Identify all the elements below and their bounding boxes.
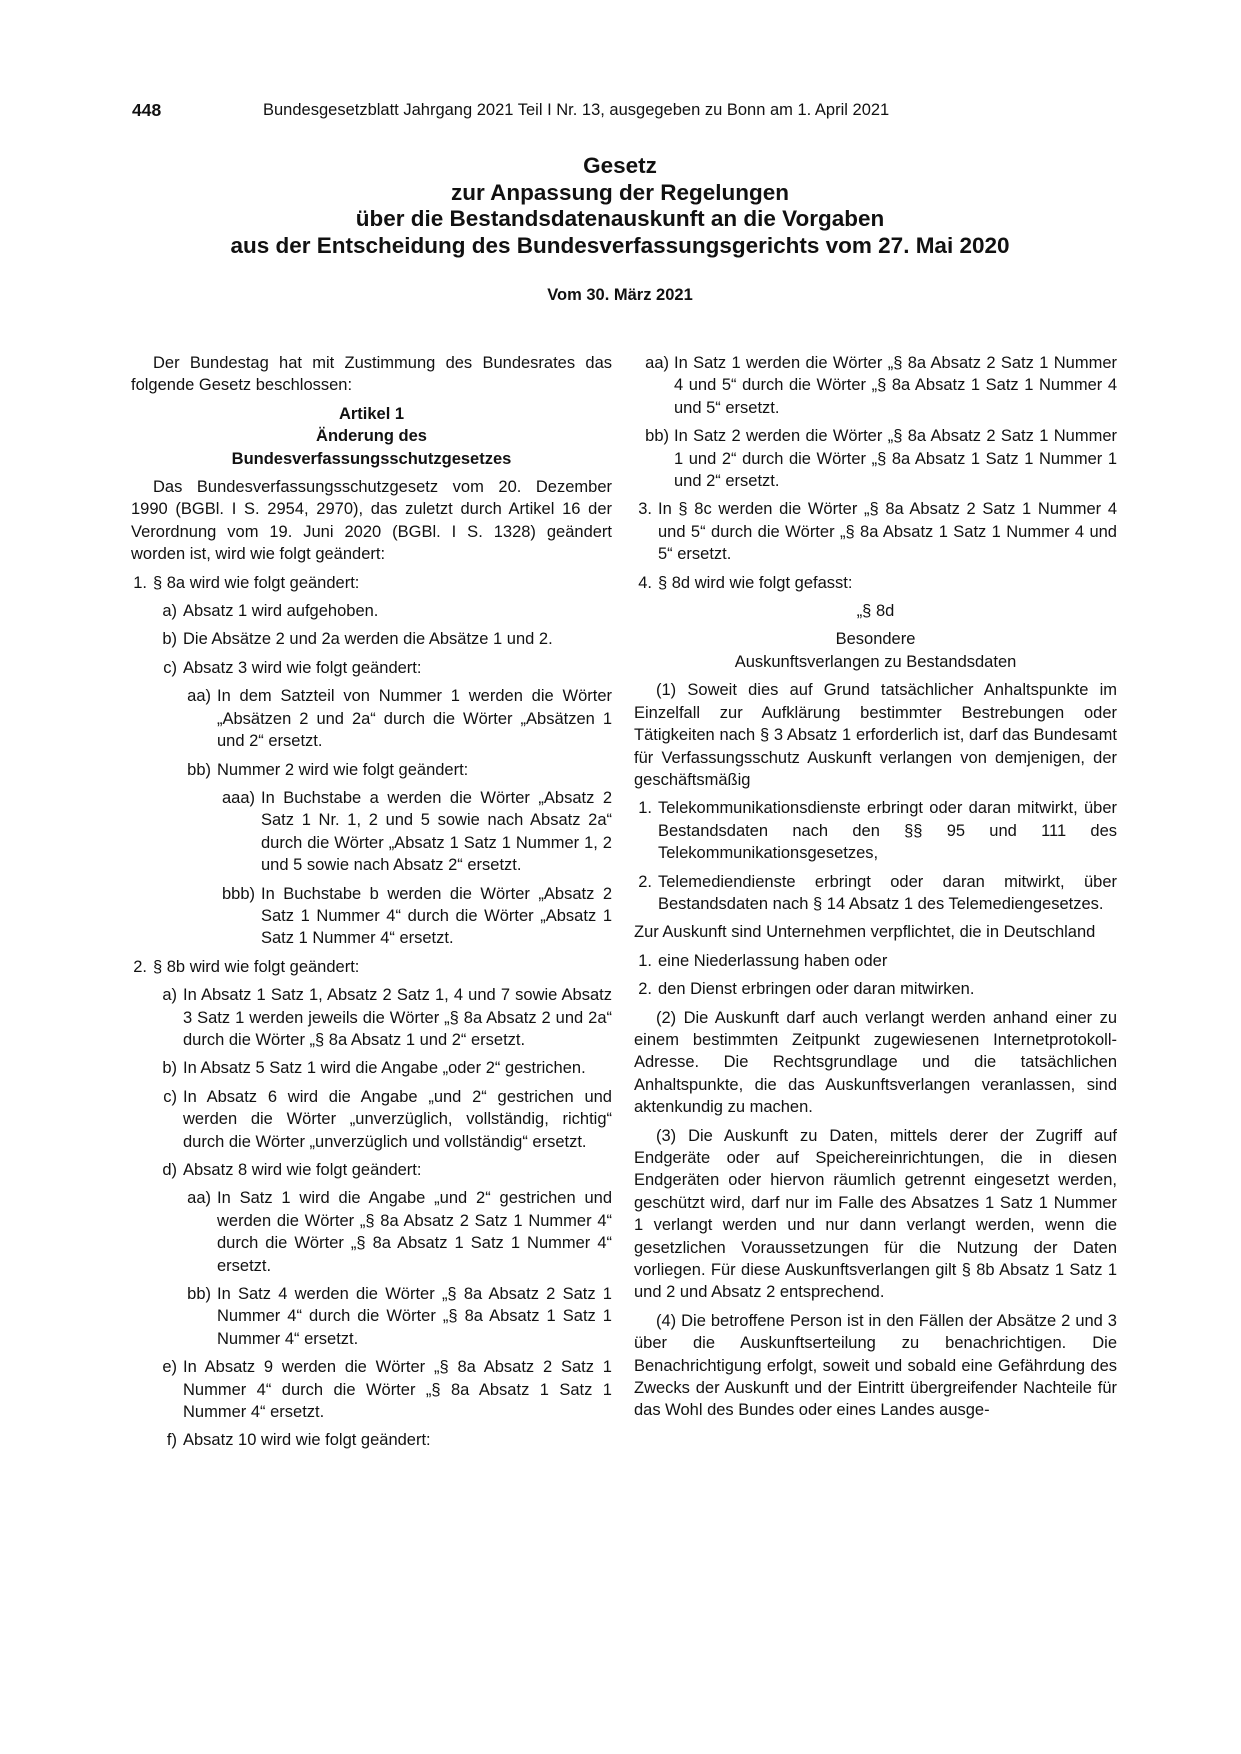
item-text: Absatz 10 wird wie folgt geändert: xyxy=(183,1431,431,1450)
item-text: In Satz 1 werden die Wörter „§ 8a Absatz 2 Satz 1 Nummer 4 und 5“ durch die Wörter „§ 8a Absatz 1 Satz 1 Nummer 4 und 5“ ersetzt. xyxy=(674,354,1117,417)
item-marker: 1. xyxy=(638,951,652,970)
item-marker: 2. xyxy=(638,872,652,891)
item-marker: a) xyxy=(162,986,177,1005)
item-text: Absatz 1 wird aufgehoben. xyxy=(183,602,379,621)
item-text: In Absatz 5 Satz 1 wird die Angabe „oder 2“ gestrichen. xyxy=(183,1059,586,1078)
item-text: Telemediendienste erbringt oder daran mitwirkt, über Bestandsdaten nach § 14 Absatz 1 des Telemediengesetzes. xyxy=(658,872,1117,913)
list-item xyxy=(131,572,612,594)
section-title: Auskunftsverlangen zu Bestandsdaten xyxy=(734,652,1017,671)
item-marker: a) xyxy=(162,602,177,621)
item-text: In Satz 4 werden die Wörter „§ 8a Absatz 2 Satz 1 Nummer 4“ durch die Wörter „§ 8a Absatz 1 Satz 1 Nummer 4“ ersetzt. xyxy=(217,1285,612,1348)
item-marker: aa) xyxy=(645,354,669,372)
running-title: Bundesgesetzblatt Jahrgang 2021 Teil I Nr. 13, ausgegeben zu Bonn am 1. April 2021 xyxy=(263,101,890,119)
paragraph: (3) Die Auskunft zu Daten, mittels derer der Zugriff auf Endgeräte oder auf Speichereinrichtungen, die in diesen Endgeräten oder hiervon räumlich getrennt eingesetzt werden, geschützt wird, darf nur im Falle des Absatzes 1 Satz 1 Nummer 1 verlangt werden und nur dann verlangt werden, wenn die gesetzlichen Voraussetzungen für die Nutzung der Daten vorliegen. Für diese Auskunftsverlangen gilt § 8b Absatz 1 Satz 1 und 2 und Absatz 2 entsprechend. xyxy=(634,1126,1117,1302)
list-item xyxy=(131,1429,612,1451)
paragraph: (1) Soweit dies auf Grund tatsächlicher Anhaltspunkte im Einzelfall zur Aufklärung bestimmter Bestrebungen oder Tätigkeiten nach § 3 Absatz 1 erforderlich ist, darf das Bundesamt für Verfassungsschutz Auskunft verlangen von demjenigen, der geschäftsmäßig xyxy=(634,681,1117,789)
item-text: den Dienst erbringen oder daran mitwirken. xyxy=(658,980,975,999)
paragraph: Zur Auskunft sind Unternehmen verpflichtet, die in Deutschland xyxy=(634,923,1096,942)
item-text: § 8a wird wie folgt geändert: xyxy=(153,573,360,592)
list-item xyxy=(634,572,1117,594)
page-number: 448 xyxy=(132,100,162,120)
list-item xyxy=(634,498,1117,565)
list-item xyxy=(634,352,1117,419)
list-item xyxy=(131,883,612,950)
item-text: In Buchstabe a werden die Wörter „Absatz 2 Satz 1 Nr. 1, 2 und 5 sowie nach Absatz 2a“ durch die Wörter „Absatz 1 Satz 1 Nummer 1, 2 und 5 sowie nach Absatz 2“ ersetzt. xyxy=(261,788,612,875)
item-text: In Absatz 1 Satz 1, Absatz 2 Satz 1, 4 und 7 sowie Absatz 3 Satz 1 werden jeweils die Wörter „§ 8a Absatz 2 und 2a“ durch die Wörter „§ 8a Absatz 1 und 2“ ersetzt. xyxy=(183,986,612,1049)
list-item xyxy=(634,797,1117,864)
item-marker: 4. xyxy=(638,573,652,592)
list-item xyxy=(131,956,612,978)
list-item xyxy=(131,787,612,877)
item-marker: b) xyxy=(162,1059,177,1078)
item-marker: bb) xyxy=(645,427,669,446)
list-item xyxy=(131,984,612,1051)
item-text: In § 8c werden die Wörter „§ 8a Absatz 2 Satz 1 Nummer 4 und 5“ durch die Wörter „§ 8a Absatz 1 Satz 1 Nummer 4 und 5“ ersetzt. xyxy=(658,500,1117,564)
section-title: Besondere xyxy=(835,630,916,649)
item-marker: c) xyxy=(163,1087,177,1106)
item-marker: e) xyxy=(162,1358,177,1377)
right-column xyxy=(634,352,1117,1422)
item-text: In dem Satzteil von Nummer 1 werden die Wörter „Absätzen 2 und 2a“ durch die Wörter „Absätzen 1 und 2“ ersetzt. xyxy=(217,687,612,751)
item-marker: 2. xyxy=(638,980,652,999)
enactment-clause: Der Bundestag hat mit Zustimmung des Bundesrates das folgende Gesetz beschlossen: xyxy=(131,354,612,395)
law-title-line: zur Anpassung der Regelungen xyxy=(451,179,789,205)
item-marker: 2. xyxy=(133,957,147,976)
list-item xyxy=(131,1159,612,1181)
item-marker: aaa) xyxy=(221,788,255,807)
list-item xyxy=(131,1283,612,1350)
item-marker: b) xyxy=(162,630,177,649)
item-text: § 8b wird wie folgt geändert: xyxy=(153,957,360,976)
law-title xyxy=(100,153,1140,259)
list-item xyxy=(634,978,1117,1000)
running-header xyxy=(132,100,982,124)
item-text: In Absatz 6 wird die Angabe „und 2“ gestrichen und werden die Wörter „unverzüglich, vollständig, richtig“ durch die Wörter „unverzüglich und vollständig“ ersetzt. xyxy=(183,1087,612,1151)
item-marker: bbb) xyxy=(221,884,255,903)
list-item xyxy=(131,1356,612,1423)
item-marker: d) xyxy=(162,1161,177,1179)
paragraph: (2) Die Auskunft darf auch verlangt werden anhand einer zu einem bestimmten Zeitpunkt zugewiesenen Internetprotokoll-Adresse. Die Rechtsgrundlage und die tatsächlichen Anhaltspunkte, die das Auskunftsverlangen veranlassen, sind aktenkundig zu machen. xyxy=(634,1008,1117,1117)
item-text: In Buchstabe b werden die Wörter „Absatz 2 Satz 1 Nummer 4“ durch die Wörter „Absatz 1 Satz 1 Nummer 4“ ersetzt. xyxy=(261,884,612,948)
list-item xyxy=(131,1187,612,1277)
item-marker: f) xyxy=(166,1431,177,1450)
list-item xyxy=(634,871,1117,916)
article-label: Artikel 1 xyxy=(338,404,405,423)
item-marker: aa) xyxy=(187,1189,211,1208)
list-item xyxy=(131,685,612,752)
list-item xyxy=(131,657,612,679)
item-text: In Satz 1 wird die Angabe „und 2“ gestrichen und werden die Wörter „§ 8a Absatz 2 Satz 1 Nummer 4“ durch die Wörter „§ 8a Absatz 1 Satz 1 Nummer 4“ ersetzt. xyxy=(217,1189,612,1275)
list-item xyxy=(131,759,612,781)
item-text: Absatz 3 wird wie folgt geändert: xyxy=(183,658,422,677)
item-text: eine Niederlassung haben oder xyxy=(658,951,888,970)
law-title-line: über die Bestandsdatenauskunft an die Vorgaben xyxy=(355,206,885,231)
article-heading: Bundesverfassungsschutzgesetzes xyxy=(231,449,512,468)
law-date: Vom 30. März 2021 xyxy=(547,286,693,304)
list-item xyxy=(131,600,612,622)
item-text: In Absatz 9 werden die Wörter „§ 8a Absatz 2 Satz 1 Nummer 4“ durch die Wörter „§ 8a Absatz 1 Satz 1 Nummer 4“ ersetzt. xyxy=(183,1358,612,1422)
item-text: In Satz 2 werden die Wörter „§ 8a Absatz 2 Satz 1 Nummer 1 und 2“ durch die Wörter „§ 8a Absatz 1 Satz 1 Nummer 1 und 2“ ersetzt. xyxy=(674,427,1117,491)
list-item xyxy=(131,1086,612,1153)
item-marker: 1. xyxy=(133,573,147,592)
section-label: „§ 8d xyxy=(856,602,895,621)
list-item xyxy=(634,950,1117,972)
item-text: Absatz 8 wird wie folgt geändert: xyxy=(183,1161,422,1179)
item-text: Telekommunikationsdienste erbringt oder daran mitwirkt, über Bestandsdaten nach den §§ 95 und 111 des Telekommunikationsgesetzes, xyxy=(658,799,1117,863)
item-text: Nummer 2 wird wie folgt geändert: xyxy=(217,760,469,779)
article-heading: Änderung des xyxy=(316,427,427,446)
list-item xyxy=(634,425,1117,492)
item-marker: bb) xyxy=(187,1285,211,1304)
item-marker: bb) xyxy=(187,760,211,779)
item-marker: aa) xyxy=(187,687,211,706)
item-text: § 8d wird wie folgt gefasst: xyxy=(658,573,853,592)
list-item xyxy=(131,1057,612,1079)
article-intro: Das Bundesverfassungsschutzgesetz vom 20. Dezember 1990 (BGBl. I S. 2954, 2970), das zuletzt durch Artikel 16 der Verordnung vom 19. Juni 2020 (BGBl. I S. 1328) geändert worden ist, wird wie folgt geändert: xyxy=(131,478,612,564)
paragraph: (4) Die betroffene Person ist in den Fällen der Absätze 2 und 3 über die Auskunftserteilung zu benachrichtigen. Die Benachrichtigung erfolgt, soweit und sobald eine Gefährdung des Zwecks der Auskunft und der Eintritt übergreifender Nachteile für das Wohl des Bundes oder eines Landes ausge- xyxy=(634,1311,1117,1420)
item-marker: 1. xyxy=(638,799,652,818)
law-title-line: Gesetz xyxy=(583,153,657,178)
law-title-line: aus der Entscheidung des Bundesverfassungsgerichts vom 27. Mai 2020 xyxy=(230,232,1010,258)
item-text: Die Absätze 2 und 2a werden die Absätze 1 und 2. xyxy=(183,630,553,649)
item-marker: c) xyxy=(163,658,177,677)
list-item xyxy=(131,628,612,650)
item-marker: 3. xyxy=(638,500,652,519)
left-column xyxy=(131,352,612,1458)
